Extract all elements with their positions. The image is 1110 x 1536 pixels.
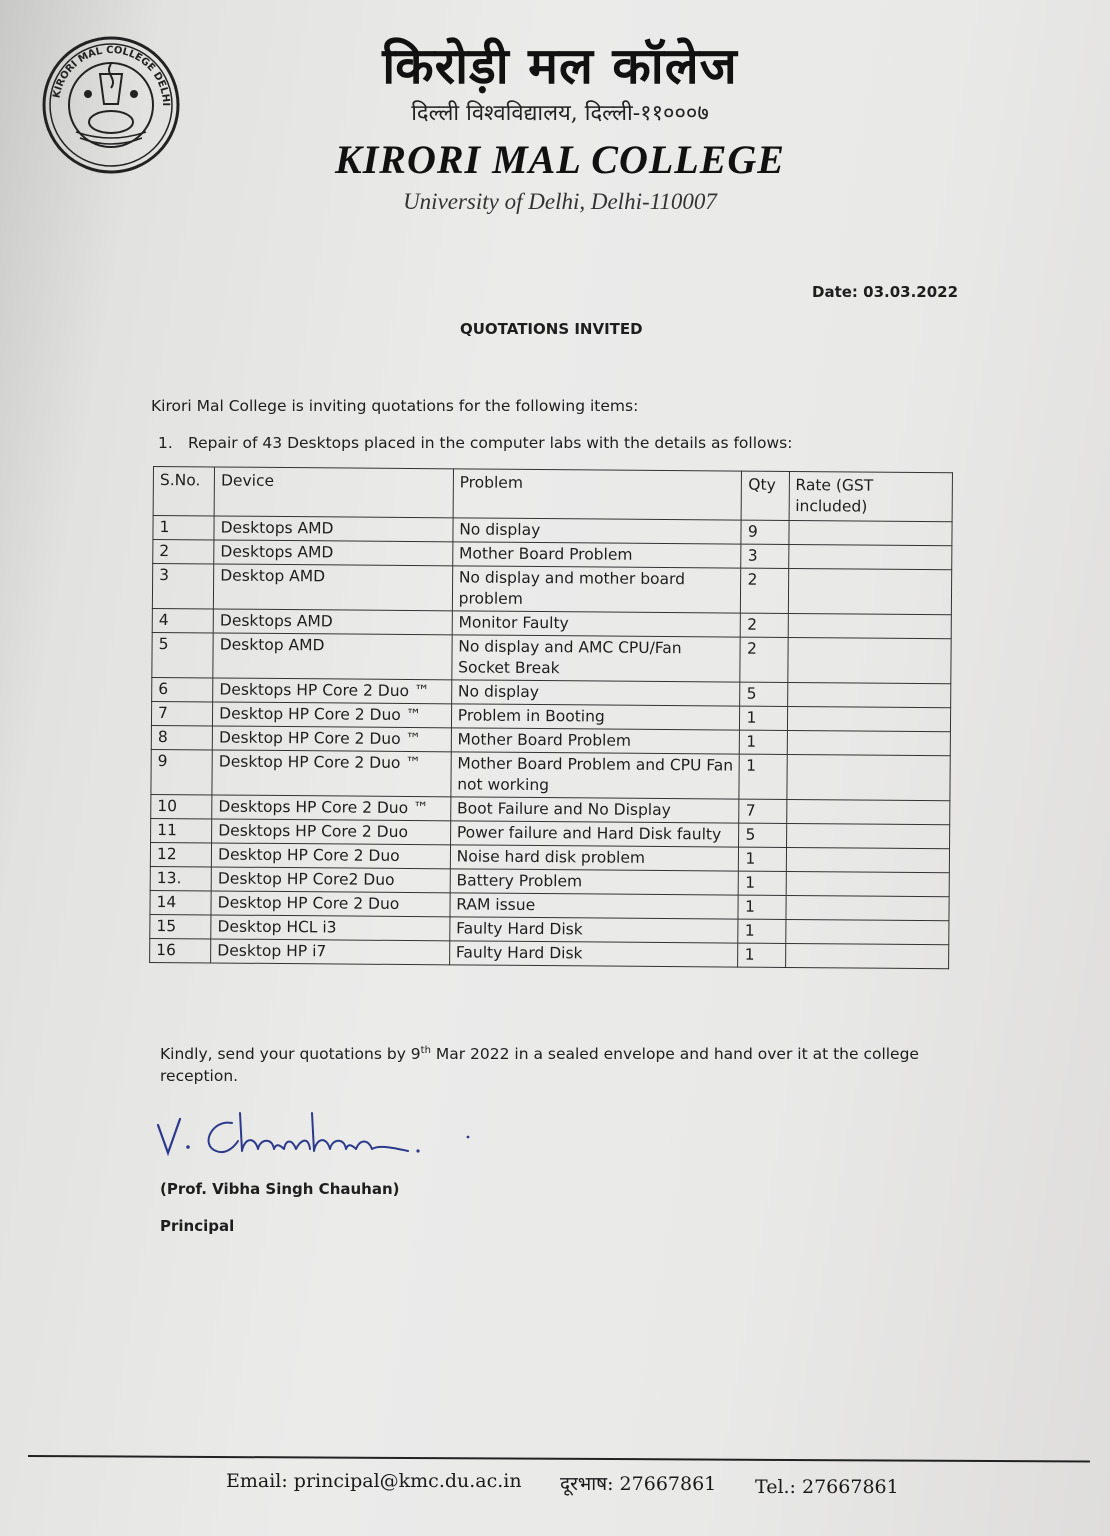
column-header-problem: Problem [453, 469, 742, 520]
cell-rate [788, 520, 952, 545]
footer-phone-hindi: दूरभाष: 27667861 [560, 1473, 717, 1495]
cell-device: Desktop HCL i3 [211, 915, 450, 941]
cell-qty: 2 [741, 568, 788, 613]
cell-qty: 1 [739, 871, 786, 895]
university-address-english: University of Delhi, Delhi-110007 [403, 189, 717, 214]
footer-email: Email: principal@kmc.du.ac.in [226, 1470, 522, 1492]
cell-rate [787, 706, 951, 731]
cell-rate [786, 847, 950, 872]
cell-device: Desktops HP Core 2 Duo ™ [212, 795, 451, 821]
cell-qty: 1 [739, 754, 786, 799]
cell-sno: 1 [153, 516, 214, 540]
table-row [152, 564, 951, 615]
cell-sno: 4 [152, 608, 213, 632]
cell-sno: 9 [151, 749, 212, 794]
cell-rate [786, 754, 950, 800]
cell-problem: Boot Failure and No Display [450, 797, 739, 823]
cell-qty: 3 [741, 544, 788, 568]
cell-device: Desktop HP Core 2 Duo [211, 843, 450, 869]
table-row [150, 938, 949, 968]
cell-problem: RAM issue [450, 893, 739, 919]
column-header-device: Device [214, 467, 453, 518]
cell-sno: 7 [151, 701, 212, 725]
cell-sno: 2 [153, 540, 214, 564]
cell-sno: 10 [151, 794, 212, 818]
footer-divider [28, 1455, 1090, 1463]
cell-device: Desktop HP Core 2 Duo ™ [212, 726, 451, 752]
cell-rate [786, 799, 950, 824]
cell-problem: Mother Board Problem [451, 728, 740, 754]
cell-qty: 1 [738, 943, 785, 967]
svg-text:KIRORI MAL COLLEGE DELHI: KIRORI MAL COLLEGE DELHI [51, 44, 172, 107]
cell-qty: 2 [740, 637, 787, 682]
cell-sno: 11 [151, 818, 212, 842]
cell-rate [786, 823, 950, 848]
cell-problem: Monitor Faulty [452, 611, 741, 637]
cell-problem: Faulty Hard Disk [450, 917, 739, 943]
cell-qty: 5 [739, 823, 786, 847]
document-date: Date: 03.03.2022 [812, 283, 959, 301]
document-title: QUOTATIONS INVITED [460, 320, 643, 338]
note-superscript: th [420, 1045, 431, 1056]
cell-sno: 3 [152, 564, 213, 609]
cell-problem: No display and mother board problem [452, 566, 741, 613]
footer-tel: Tel.: 27667861 [755, 1476, 899, 1498]
college-seal-logo [40, 34, 182, 176]
signatory-role: Principal [160, 1217, 235, 1235]
cell-sno: 5 [152, 632, 213, 677]
cell-qty: 2 [741, 613, 788, 637]
cell-rate [786, 895, 950, 920]
cell-qty: 7 [739, 799, 786, 823]
note-text-start: Kindly, send your quotations by 9 [160, 1045, 421, 1064]
cell-sno: 12 [150, 842, 211, 866]
cell-device: Desktop AMD [214, 564, 453, 611]
cell-problem: Mother Board Problem and CPU Fan not working [451, 752, 740, 799]
cell-device: Desktop AMD [213, 633, 452, 680]
cell-sno: 16 [150, 938, 211, 962]
college-name-hindi: किरोड़ी मल कॉलेज [382, 36, 738, 95]
cell-rate [785, 919, 949, 944]
cell-sno: 15 [150, 914, 211, 938]
repair-items-table [149, 466, 953, 969]
cell-problem: Problem in Booting [451, 704, 740, 730]
cell-problem: Faulty Hard Disk [449, 941, 738, 967]
cell-sno: 8 [151, 725, 212, 749]
cell-qty: 1 [738, 919, 785, 943]
cell-device: Desktops HP Core 2 Duo [212, 819, 451, 845]
cell-rate [787, 682, 951, 707]
cell-device: Desktop HP Core 2 Duo [211, 891, 450, 917]
cell-rate [788, 544, 952, 569]
cell-device: Desktop HP Core 2 Duo ™ [213, 702, 452, 728]
cell-device: Desktop HP i7 [211, 939, 450, 965]
cell-qty: 1 [738, 895, 785, 919]
table-row [152, 632, 951, 683]
cell-problem: No display and AMC CPU/Fan Socket Break [452, 635, 741, 682]
cell-rate [787, 730, 951, 755]
cell-rate [787, 637, 951, 683]
letterhead [300, 36, 820, 216]
table-header-row [153, 467, 952, 522]
cell-qty: 5 [740, 682, 787, 706]
cell-device: Desktops AMD [214, 540, 453, 566]
cell-problem: No display [451, 680, 740, 706]
cell-qty: 1 [740, 706, 787, 730]
cell-device: Desktops AMD [214, 516, 453, 542]
list-item-number: 1. [158, 434, 173, 452]
cell-rate [785, 943, 949, 968]
submission-note [160, 1040, 960, 1087]
cell-rate [786, 871, 950, 896]
column-header-sno: S.No. [153, 467, 215, 516]
cell-qty: 1 [739, 847, 786, 871]
cell-sno: 13. [150, 866, 211, 890]
cell-problem: Battery Problem [450, 869, 739, 895]
note-text-end: Mar 2022 in a sealed envelope and hand over it at the college reception. [160, 1045, 919, 1086]
college-name-english: KIRORI MAL COLLEGE [335, 137, 785, 182]
cell-problem: Mother Board Problem [452, 542, 741, 568]
cell-rate [788, 613, 952, 638]
university-address-hindi: दिल्ली विश्वविद्यालय, दिल्ली-११०००७ [411, 101, 709, 126]
cell-device: Desktops AMD [213, 609, 452, 635]
column-header-qty: Qty [742, 471, 789, 520]
cell-rate [788, 568, 952, 614]
cell-problem: No display [453, 518, 742, 544]
cell-qty: 1 [740, 730, 787, 754]
table-row [151, 749, 950, 800]
signatory-name: (Prof. Vibha Singh Chauhan) [160, 1180, 400, 1198]
cell-sno: 14 [150, 890, 211, 914]
cell-device: Desktop HP Core 2 Duo ™ [212, 750, 451, 797]
column-header-rate: Rate (GST included) [789, 471, 953, 521]
principal-signature [150, 1105, 480, 1165]
list-item-text: Repair of 43 Desktops placed in the computer labs with the details as follows: [188, 434, 793, 452]
cell-problem: Power failure and Hard Disk faulty [450, 821, 739, 847]
cell-problem: Noise hard disk problem [450, 845, 739, 871]
cell-sno: 6 [152, 677, 213, 701]
list-item [158, 434, 792, 452]
intro-text: Kirori Mal College is inviting quotations for the following items: [151, 397, 639, 415]
cell-device: Desktop HP Core2 Duo [211, 867, 450, 893]
cell-device: Desktops HP Core 2 Duo ™ [213, 678, 452, 704]
cell-qty: 9 [741, 520, 788, 544]
